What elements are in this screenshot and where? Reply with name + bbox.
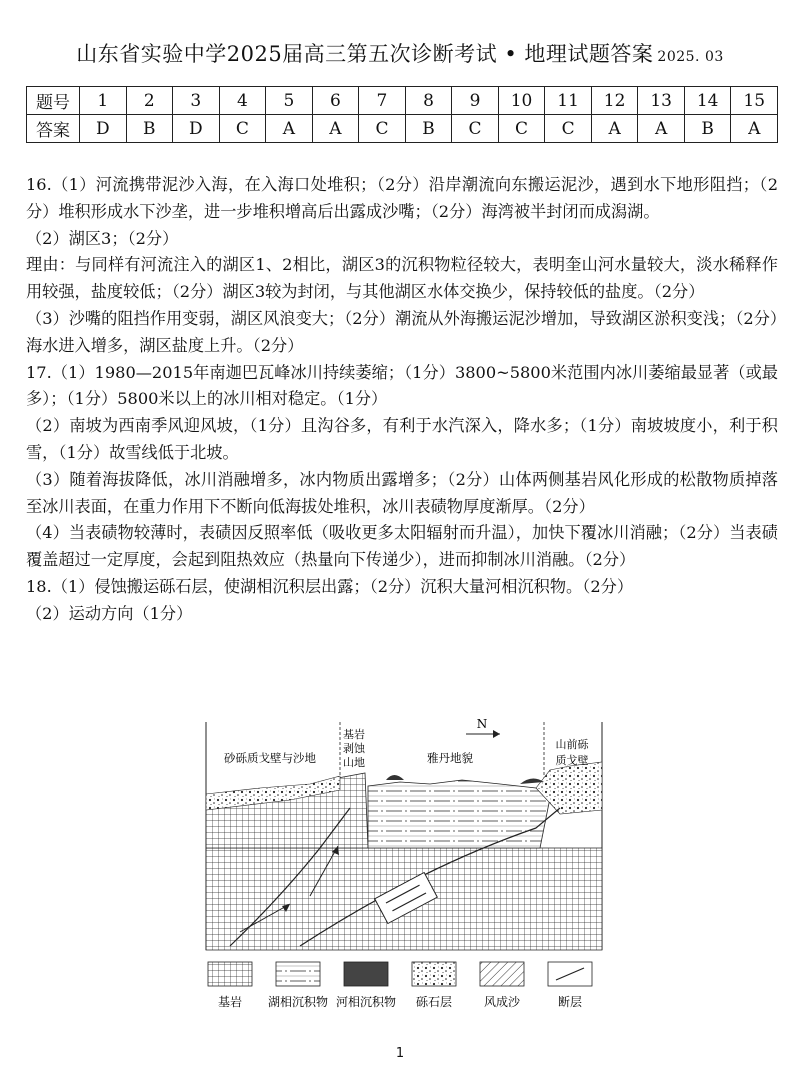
paragraph-q17-2: （2）南坡为西南季风迎风坡，（1分）且沟谷多，有利于水汽深入，降水多；（1分）南坡坡度小，利于积雪，（1分）故雪线低于北坡。 — [26, 416, 778, 462]
page-title — [0, 38, 800, 68]
question-number: 8 — [405, 87, 452, 115]
north-arrowhead — [493, 730, 500, 738]
legend-label-fault: 断层 — [557, 995, 583, 1009]
title-date: 2025. 03 — [657, 49, 724, 65]
paragraph-q16-3: （3）沙嘴的阻挡作用变弱，湖区风浪变大；（2分）潮流从外海搬运泥沙增加，导致湖区淤积变浅；（2分）海水进入增多，湖区盐度上升。（2分） — [26, 308, 778, 355]
legend-label-river: 河相沉积物 — [335, 995, 397, 1009]
answer-cell: C — [498, 115, 545, 143]
legend-gravel-swatch — [412, 962, 456, 986]
question-number: 1 — [80, 87, 127, 115]
answer-row — [27, 115, 778, 143]
paragraph-q18-2: （2）运动方向（1分） — [26, 603, 193, 623]
legend-river-swatch — [344, 962, 388, 986]
label-center-region: 雅丹地貌 — [427, 751, 473, 765]
question-number: 6 — [312, 87, 359, 115]
question-number: 5 — [266, 87, 313, 115]
page-number: 1 — [395, 1046, 405, 1061]
paragraph-q16-1: 16.（1）河流携带泥沙入海，在入海口处堆积；（2分）沿岸潮流向东搬运泥沙，遇到水下地形阻挡；（2分）堆积形成水下沙垄，进一步堆积增高后出露成沙嘴；（2分）海湾被半封闭而成潟湖。 — [26, 175, 778, 221]
bedrock-hill — [206, 773, 368, 848]
legend-aeolian-swatch — [480, 962, 524, 986]
answer-cell: B — [126, 115, 173, 143]
legend-label-bedrock: 基岩 — [217, 995, 243, 1009]
label-right-region-2: 质戈壁 — [555, 754, 589, 767]
legend-bedrock-swatch — [208, 962, 252, 986]
question-number: 3 — [173, 87, 220, 115]
legend-label-lake: 湖相沉积物 — [267, 995, 329, 1009]
legend-lake-swatch — [276, 962, 320, 986]
river-deposit-1 — [386, 775, 404, 780]
paragraph-q17-1: 17.（1）1980—2015年南迦巴瓦峰冰川持续萎缩；（1分）3800~5800米范围内冰川萎缩最显著（或最多）；（1分）5800米以上的冰川相对稳定。（1分） — [26, 362, 778, 409]
answer-cell: C — [219, 115, 266, 143]
paragraph-q16-2-reason: 理由：与同样有河流注入的湖区1、2相比，湖区3的沉积物粒径较大，表明奎山河水量较大，淡水稀释作用较强，盐度较低；（2分）湖区3较为封闭，与其他湖区水体交换少，保持较低的盐度。（2分） — [26, 255, 778, 302]
question-number: 10 — [498, 87, 545, 115]
legend-label-aeolian: 风成沙 — [483, 995, 521, 1009]
lake-deposit-layer — [368, 780, 550, 848]
answer-cell: A — [638, 115, 685, 143]
paragraph-q16-2: （2）湖区3；（2分） — [26, 228, 179, 248]
label-right-region-1: 山前砾 — [555, 738, 589, 751]
answer-cell: B — [684, 115, 731, 143]
question-number: 4 — [219, 87, 266, 115]
label-bedrock-hill-3: 山地 — [343, 756, 365, 769]
geologic-cross-section-figure — [200, 718, 620, 1014]
answer-cell: C — [359, 115, 406, 143]
paragraph-q18-1: 18.（1）侵蚀搬运砾石层，使湖相沉积层出露；（2分）沉积大量河相沉积物。（2分） — [26, 576, 634, 596]
question-number-row — [27, 87, 778, 115]
row-label-number: 题号 — [27, 87, 80, 115]
question-number: 13 — [638, 87, 685, 115]
label-bedrock-hill-1: 基岩 — [343, 728, 365, 741]
answer-cell: A — [591, 115, 638, 143]
answer-cell: C — [545, 115, 592, 143]
answer-table — [26, 86, 778, 143]
question-number: 15 — [731, 87, 778, 115]
question-number: 12 — [591, 87, 638, 115]
legend — [208, 962, 592, 1009]
answer-body — [26, 172, 778, 628]
label-left-region: 砂砾质戈壁与沙地 — [224, 751, 316, 765]
question-number: 9 — [452, 87, 499, 115]
answer-cell: D — [80, 115, 127, 143]
question-number: 11 — [545, 87, 592, 115]
paragraph-q17-4: （4）当表碛物较薄时，表碛因反照率低（吸收更多太阳辐射而升温），加快下覆冰川消融；（2分）当表碛覆盖超过一定厚度，会起到阻热效应（热量向下传递少），进而抑制冰川消融。（2分） — [26, 523, 778, 570]
answer-cell: A — [731, 115, 778, 143]
answer-cell: A — [266, 115, 313, 143]
answer-cell: B — [405, 115, 452, 143]
question-number: 2 — [126, 87, 173, 115]
legend-label-gravel: 砾石层 — [415, 995, 453, 1009]
question-number: 14 — [684, 87, 731, 115]
paragraph-q17-3: （3）随着海拔降低，冰川消融增多，冰内物质出露增多；（2分）山体两侧基岩风化形成的松散物质掉落至冰川表面，在重力作用下不断向低海拔处堆积，冰川表碛物厚度渐厚。（2分） — [26, 469, 778, 516]
answer-cell: D — [173, 115, 220, 143]
title-text: 山东省实验中学2025届高三第五次诊断考试 • 地理试题答案 — [76, 42, 654, 66]
row-label-answer: 答案 — [27, 115, 80, 143]
question-number: 7 — [359, 87, 406, 115]
answer-cell: C — [452, 115, 499, 143]
answer-cell: A — [312, 115, 359, 143]
north-label: N — [476, 718, 488, 731]
label-bedrock-hill-2: 剥蚀 — [343, 742, 365, 755]
